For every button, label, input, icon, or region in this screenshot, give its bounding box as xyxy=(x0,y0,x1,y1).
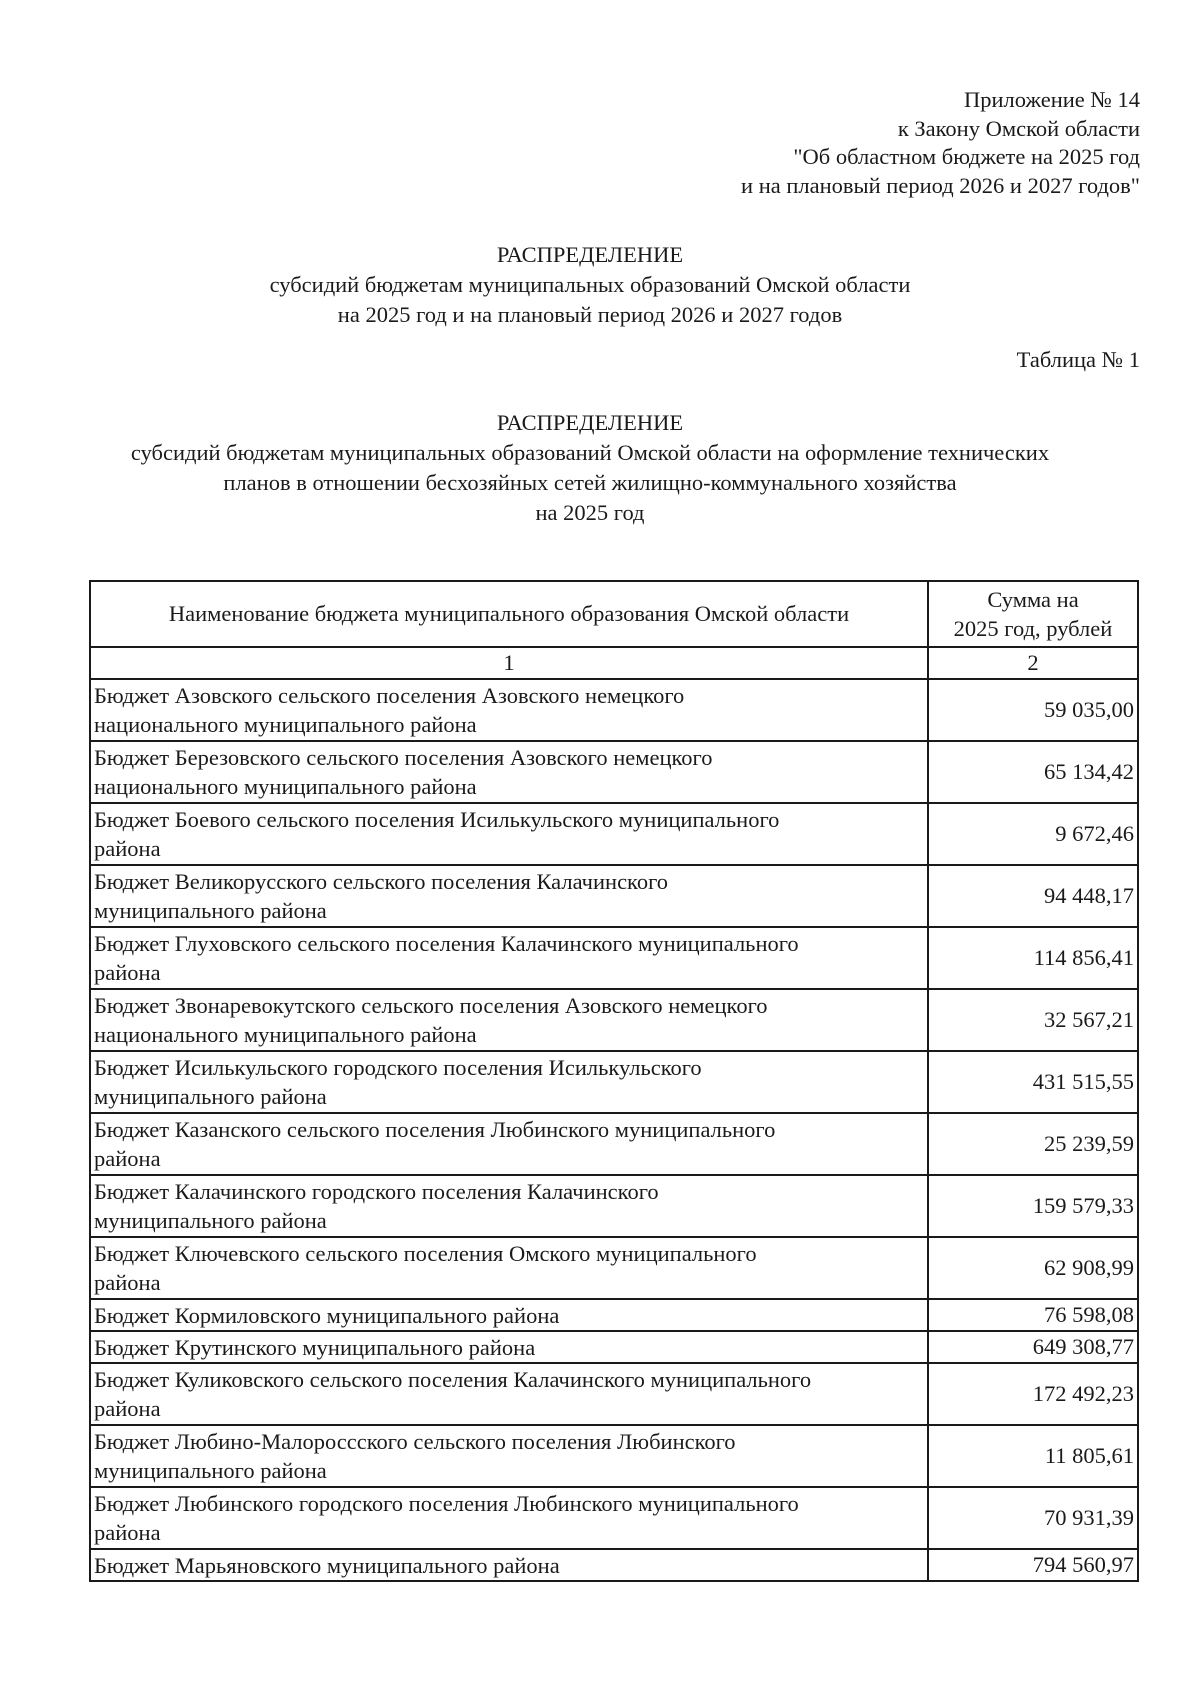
amount-cell: 172 492,23 xyxy=(928,1363,1138,1425)
budget-name-line2: муниципального района xyxy=(94,898,327,923)
budget-name-cell xyxy=(90,1299,928,1331)
table-row xyxy=(90,1175,1138,1237)
amount-cell: 76 598,08 xyxy=(928,1299,1138,1331)
column-number-2: 2 xyxy=(928,647,1138,679)
appendix-law-title-line1: "Об областном бюджете на 2025 год xyxy=(793,144,1140,169)
amount-cell: 94 448,17 xyxy=(928,865,1138,927)
table-row xyxy=(90,741,1138,803)
budget-name-line1: Бюджет Глуховского сельского поселения Калачинского муниципального xyxy=(94,931,799,956)
table-row xyxy=(90,1331,1138,1363)
appendix-header xyxy=(741,86,1140,200)
budget-name-line1: Бюджет Березовского сельского поселения Азовского немецкого xyxy=(94,745,713,770)
table-row xyxy=(90,927,1138,989)
amount-cell: 159 579,33 xyxy=(928,1175,1138,1237)
main-title xyxy=(80,240,1100,330)
table-row xyxy=(90,1237,1138,1299)
budget-name-cell xyxy=(90,1363,928,1425)
table-row xyxy=(90,1113,1138,1175)
budget-name-cell xyxy=(90,865,928,927)
table-row xyxy=(90,1425,1138,1487)
main-title-line2: на 2025 год и на плановый период 2026 и 2027 годов xyxy=(337,302,843,327)
table-title-heading: РАСПРЕДЕЛЕНИЕ xyxy=(496,410,684,435)
budget-name-line1: Бюджет Марьяновского муниципального района xyxy=(94,1552,560,1578)
budget-name-line2: района xyxy=(94,1520,161,1545)
budget-name-line2: района xyxy=(94,960,161,985)
table-title-line3: на 2025 год xyxy=(535,500,645,525)
table-row xyxy=(90,1299,1138,1331)
budget-name-cell xyxy=(90,1425,928,1487)
budget-name-line1: Бюджет Азовского сельского поселения Азовского немецкого xyxy=(94,683,685,708)
budget-name-line2: национального муниципального района xyxy=(94,774,477,799)
column-number-row xyxy=(90,647,1138,679)
budget-name-cell xyxy=(90,1175,928,1237)
column-number-1: 1 xyxy=(90,647,928,679)
budget-name-cell xyxy=(90,1487,928,1549)
appendix-law-title-line2: и на плановый период 2026 и 2027 годов" xyxy=(741,172,1140,198)
table-header-row xyxy=(90,581,1138,647)
table-row xyxy=(90,1051,1138,1113)
budget-name-line1: Бюджет Любинского городского поселения Любинского муниципального xyxy=(94,1491,799,1516)
table-title-line2: планов в отношении бесхозяйных сетей жилищно-коммунального хозяйства xyxy=(223,470,957,495)
table-body xyxy=(90,679,1138,1581)
main-title-heading: РАСПРЕДЕЛЕНИЕ xyxy=(496,242,684,267)
budget-name-line2: района xyxy=(94,1270,161,1295)
amount-cell: 431 515,55 xyxy=(928,1051,1138,1113)
table-row xyxy=(90,1363,1138,1425)
budget-name-line1: Бюджет Крутинского муниципального района xyxy=(94,1334,536,1360)
table-row xyxy=(90,989,1138,1051)
budget-name-line1: Бюджет Казанского сельского поселения Любинского муниципального xyxy=(94,1117,776,1142)
budget-name-line2: муниципального района xyxy=(94,1084,327,1109)
budget-name-cell xyxy=(90,1113,928,1175)
budget-name-cell xyxy=(90,1331,928,1363)
amount-cell: 11 805,61 xyxy=(928,1425,1138,1487)
budget-name-cell xyxy=(90,927,928,989)
budget-name-line2: муниципального района xyxy=(94,1208,327,1233)
table-number: Таблица № 1 xyxy=(1016,347,1140,372)
table-row xyxy=(90,1487,1138,1549)
budget-name-line2: района xyxy=(94,1396,161,1421)
amount-cell: 649 308,77 xyxy=(928,1331,1138,1363)
amount-cell: 25 239,59 xyxy=(928,1113,1138,1175)
budget-name-line2: района xyxy=(94,1146,161,1171)
table-row xyxy=(90,1549,1138,1581)
table-title-line1: субсидий бюджетам муниципальных образований Омской области на оформление технических xyxy=(130,440,1050,465)
amount-cell: 114 856,41 xyxy=(928,927,1138,989)
budget-name-line1: Бюджет Боевого сельского поселения Исилькульского муниципального xyxy=(94,807,780,832)
budget-name-line2: национального муниципального района xyxy=(94,1022,477,1047)
amount-cell: 70 931,39 xyxy=(928,1487,1138,1549)
budget-name-cell xyxy=(90,1549,928,1581)
budget-name-line2: национального муниципального района xyxy=(94,712,477,737)
table-row xyxy=(90,865,1138,927)
column-header-sum-line2: 2025 год, рублей xyxy=(953,616,1113,641)
amount-cell: 59 035,00 xyxy=(928,679,1138,741)
amount-cell: 794 560,97 xyxy=(928,1549,1138,1581)
column-header-name: Наименование бюджета муниципального образования Омской области xyxy=(90,581,928,647)
appendix-law-reference: к Закону Омской области xyxy=(897,115,1140,141)
budget-name-line1: Бюджет Звонаревокутского сельского поселения Азовского немецкого xyxy=(94,993,768,1018)
budget-name-line1: Бюджет Любино-Малороссского сельского поселения Любинского xyxy=(94,1429,736,1454)
column-header-sum-line1: Сумма на xyxy=(987,587,1079,612)
budget-name-cell xyxy=(90,989,928,1051)
table-title xyxy=(80,408,1100,528)
amount-cell: 32 567,21 xyxy=(928,989,1138,1051)
budget-name-line1: Бюджет Ключевского сельского поселения Омского муниципального xyxy=(94,1241,757,1266)
amount-cell: 62 908,99 xyxy=(928,1237,1138,1299)
table-row xyxy=(90,803,1138,865)
budget-name-cell xyxy=(90,803,928,865)
budget-name-line1: Бюджет Великорусского сельского поселения Калачинского xyxy=(94,869,669,894)
amount-cell: 9 672,46 xyxy=(928,803,1138,865)
budget-name-cell xyxy=(90,1237,928,1299)
budget-name-line2: муниципального района xyxy=(94,1458,327,1483)
column-header-sum xyxy=(928,581,1138,647)
table-row xyxy=(90,679,1138,741)
budget-name-cell xyxy=(90,679,928,741)
budget-name-line2: района xyxy=(94,836,161,861)
subsidies-table xyxy=(89,580,1139,1582)
budget-name-cell xyxy=(90,1051,928,1113)
budget-name-line1: Бюджет Исилькульского городского поселения Исилькульского xyxy=(94,1055,702,1080)
amount-cell: 65 134,42 xyxy=(928,741,1138,803)
budget-name-line1: Бюджет Калачинского городского поселения Калачинского xyxy=(94,1179,659,1204)
budget-name-line1: Бюджет Куликовского сельского поселения Калачинского муниципального xyxy=(94,1367,812,1392)
budget-name-line1: Бюджет Кормиловского муниципального района xyxy=(94,1302,560,1328)
main-title-line1: субсидий бюджетам муниципальных образований Омской области xyxy=(269,272,911,297)
appendix-number: Приложение № 14 xyxy=(964,87,1140,112)
budget-name-cell xyxy=(90,741,928,803)
